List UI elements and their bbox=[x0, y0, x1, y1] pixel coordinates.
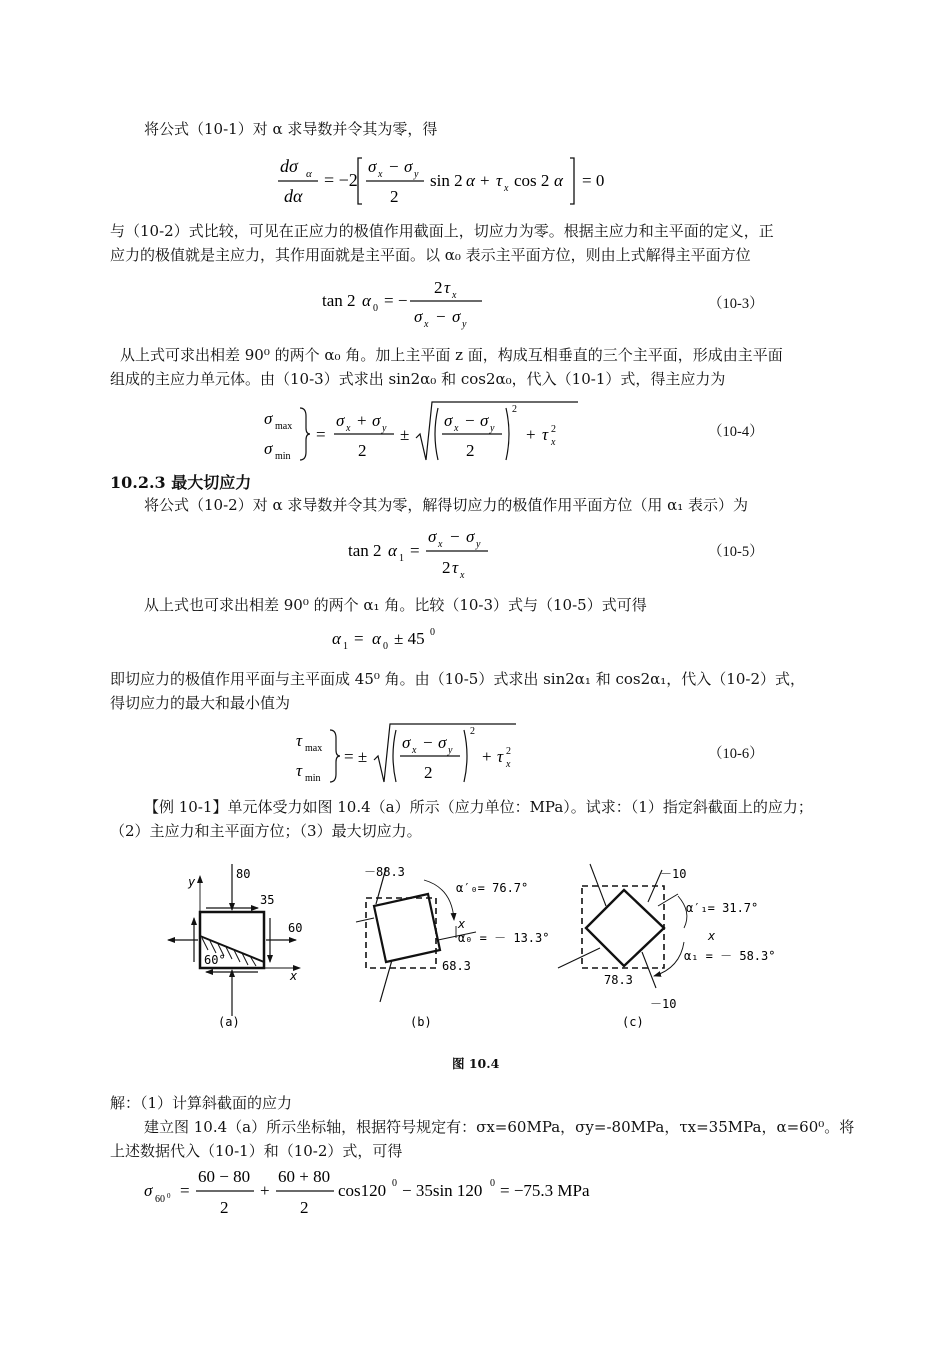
svg-text:+: + bbox=[482, 747, 492, 766]
svg-text:± 45: ± 45 bbox=[394, 629, 425, 648]
svg-text:0: 0 bbox=[430, 627, 435, 638]
svg-text:min: min bbox=[275, 451, 291, 462]
fig-b-label-bottom: 68.3 bbox=[442, 959, 471, 973]
svg-text:+: + bbox=[357, 411, 367, 430]
example-line-2: （2）主应力和主平面方位；（3）最大切应力。 bbox=[110, 822, 422, 840]
fig-a-angle-label: 60° bbox=[204, 953, 226, 967]
svg-text:σ: σ bbox=[336, 411, 345, 430]
svg-text:x: x bbox=[346, 423, 351, 434]
svg-text:2: 2 bbox=[434, 278, 443, 297]
fig-a-x-axis-label: x bbox=[290, 969, 298, 983]
svg-text:2: 2 bbox=[358, 441, 367, 460]
svg-text:τ: τ bbox=[296, 731, 303, 750]
equation-10-6 bbox=[292, 720, 522, 788]
svg-text:= −: = − bbox=[384, 291, 408, 310]
section-heading: 10.2.3 最大切应力 bbox=[110, 473, 252, 492]
svg-text:2: 2 bbox=[300, 1198, 309, 1217]
fig-c-label-left: 78.3 bbox=[604, 973, 633, 987]
svg-text:= −2: = −2 bbox=[324, 170, 358, 190]
svg-text:y: y bbox=[448, 745, 453, 756]
para-shear-plane-1: 即切应力的极值作用平面与主平面成 45⁰ 角。由（10-5）式求出 sin2α₁ 和 cos2α₁，代入（10-2）式， bbox=[110, 670, 805, 688]
svg-text:0: 0 bbox=[383, 641, 388, 652]
svg-text:tan 2: tan 2 bbox=[348, 541, 382, 560]
svg-text:0: 0 bbox=[490, 1178, 495, 1189]
eq-number-10-5: （10-5） bbox=[708, 544, 764, 560]
svg-text:y: y bbox=[382, 423, 387, 434]
fig-c-x-axis-label: x bbox=[708, 929, 716, 943]
svg-text:− 35sin 120: − 35sin 120 bbox=[402, 1181, 483, 1200]
svg-text:2: 2 bbox=[551, 424, 556, 435]
svg-text:y: y bbox=[490, 423, 495, 434]
svg-text:σ: σ bbox=[444, 411, 453, 430]
svg-text:α: α bbox=[388, 541, 397, 560]
svg-text:+: + bbox=[480, 171, 490, 190]
svg-text:2: 2 bbox=[512, 404, 517, 415]
example-line-1: 【例 10-1】单元体受力如图 10.4（a）所示（应力单位：MPa）。试求：（1）指定斜截面上的应力； bbox=[144, 798, 813, 816]
svg-text:τ: τ bbox=[452, 558, 459, 577]
svg-text:τ: τ bbox=[542, 425, 549, 444]
equation-dsigma-dalpha bbox=[270, 150, 630, 210]
svg-text:dα: dα bbox=[284, 186, 303, 206]
svg-text:dσ: dσ bbox=[280, 156, 298, 176]
svg-text:=: = bbox=[354, 629, 364, 648]
svg-text:max: max bbox=[275, 421, 293, 432]
eq-number-10-4: （10-4） bbox=[708, 424, 764, 440]
fig-c-caption: (c) bbox=[622, 1015, 644, 1029]
figure-a bbox=[168, 864, 302, 1029]
svg-text:= ±: = ± bbox=[344, 747, 368, 766]
svg-text:=: = bbox=[316, 425, 326, 444]
svg-text:y: y bbox=[462, 319, 467, 330]
fig-a-label-80: 80 bbox=[236, 867, 251, 881]
para-alpha1: 从上式也可求出相差 90⁰ 的两个 α₁ 角。比较（10-3）式与（10-5）式可得 bbox=[144, 596, 647, 614]
svg-text:x: x bbox=[504, 183, 509, 194]
svg-text:σ: σ bbox=[428, 527, 437, 546]
equation-alpha1-alpha0 bbox=[330, 624, 470, 654]
solution-setup-2: 上述数据代入（10-1）和（10-2）式，可得 bbox=[110, 1142, 403, 1160]
svg-text:y: y bbox=[414, 169, 419, 180]
para-compare-2: 应力的极值就是主应力，其作用面就是主平面。以 α₀ 表示主平面方位，则由上式解得主平面方位 bbox=[110, 246, 751, 264]
svg-text:τ: τ bbox=[296, 761, 303, 780]
svg-text:1: 1 bbox=[399, 553, 404, 564]
svg-text:x: x bbox=[438, 539, 443, 550]
svg-text:1: 1 bbox=[343, 641, 348, 652]
svg-text:σ: σ bbox=[480, 411, 489, 430]
fig-b-caption: (b) bbox=[410, 1015, 432, 1029]
eq-number-10-3: （10-3） bbox=[708, 296, 764, 312]
svg-text:0: 0 bbox=[392, 1178, 397, 1189]
para-compare-1: 与（10-2）式比较，可见在正应力的极值作用截面上，切应力为零。根据主应力和主平面的定义，正 bbox=[110, 222, 774, 240]
solution-step-1: 解：（1）计算斜截面的应力 bbox=[110, 1094, 293, 1112]
fig-a-label-60: 60 bbox=[288, 921, 303, 935]
svg-text:y: y bbox=[476, 539, 481, 550]
svg-text:2: 2 bbox=[470, 726, 475, 737]
svg-text:σ: σ bbox=[372, 411, 381, 430]
para-principal-2: 组成的主应力单元体。由（10-3）式求出 sin2α₀ 和 cos2α₀，代入（10-1）式，得主应力为 bbox=[110, 370, 726, 388]
svg-text:cos120: cos120 bbox=[338, 1181, 387, 1200]
equation-10-4 bbox=[260, 398, 580, 466]
svg-text:min: min bbox=[305, 773, 321, 784]
svg-text:x: x bbox=[412, 745, 417, 756]
svg-text:60 − 80: 60 − 80 bbox=[198, 1167, 251, 1186]
svg-text:=: = bbox=[410, 541, 420, 560]
svg-text:τ: τ bbox=[444, 278, 451, 297]
svg-text:2: 2 bbox=[390, 187, 399, 206]
svg-text:σ: σ bbox=[402, 733, 411, 752]
svg-text:α: α bbox=[466, 171, 475, 190]
para-shear-intro: 将公式（10-2）对 α 求导数并令其为零，解得切应力的极值作用平面方位（用 α₁ 表示）为 bbox=[144, 496, 749, 514]
svg-text:60 + 80: 60 + 80 bbox=[278, 1167, 331, 1186]
svg-text:σ: σ bbox=[368, 157, 377, 176]
svg-text:x: x bbox=[424, 319, 429, 330]
svg-text:0: 0 bbox=[373, 303, 378, 314]
svg-text:α: α bbox=[372, 629, 381, 648]
svg-text:x: x bbox=[551, 437, 556, 448]
svg-text:α: α bbox=[554, 171, 563, 190]
svg-text:σ: σ bbox=[414, 307, 423, 326]
para-shear-plane-2: 得切应力的最大和最小值为 bbox=[110, 694, 291, 712]
svg-text:τ: τ bbox=[497, 747, 504, 766]
equation-10-5 bbox=[344, 524, 504, 580]
svg-text:= 0: = 0 bbox=[582, 171, 605, 190]
fig-b-x-axis-label: x bbox=[458, 917, 466, 931]
svg-text:60: 60 bbox=[155, 1194, 165, 1205]
svg-text:±: ± bbox=[400, 425, 410, 444]
equation-10-3 bbox=[318, 276, 518, 332]
svg-text:σ: σ bbox=[438, 733, 447, 752]
fig-a-label-35: 35 bbox=[260, 893, 275, 907]
figure-c bbox=[558, 864, 775, 1029]
svg-text:+: + bbox=[526, 425, 536, 444]
fig-b-label-top: －88.3 bbox=[364, 865, 405, 879]
svg-text:α: α bbox=[332, 629, 341, 648]
svg-text:x: x bbox=[460, 570, 465, 580]
svg-text:−: − bbox=[465, 411, 475, 430]
svg-text:σ: σ bbox=[404, 157, 413, 176]
svg-text:σ: σ bbox=[144, 1181, 153, 1200]
svg-text:−: − bbox=[450, 527, 460, 546]
svg-text:tan 2: tan 2 bbox=[322, 291, 356, 310]
svg-text:σ: σ bbox=[264, 439, 273, 458]
fig-c-label-top: －10 bbox=[660, 867, 687, 881]
svg-text:x: x bbox=[378, 169, 383, 180]
svg-text:2: 2 bbox=[466, 441, 475, 460]
svg-text:cos 2: cos 2 bbox=[514, 171, 550, 190]
svg-text:σ: σ bbox=[452, 307, 461, 326]
para-derivative-intro: 将公式（10-1）对 α 求导数并令其为零，得 bbox=[144, 120, 438, 138]
fig-c-label-bottom: －10 bbox=[650, 997, 677, 1011]
svg-text:x: x bbox=[452, 290, 457, 301]
fig-a-caption: (a) bbox=[218, 1015, 240, 1029]
svg-text:τ: τ bbox=[496, 171, 503, 190]
svg-text:x: x bbox=[506, 759, 511, 770]
svg-text:x: x bbox=[454, 423, 459, 434]
fig-c-alpha1: α₁ = － 58.3° bbox=[684, 949, 776, 963]
figure-caption: 图 10.4 bbox=[452, 1056, 500, 1071]
svg-text:α: α bbox=[306, 168, 312, 180]
fig-c-alpha1-prime: α′₁= 31.7° bbox=[686, 901, 759, 915]
solution-setup-1: 建立图 10.4（a）所示坐标轴，根据符号规定有：σx=60MPa，σy=-80MPa，τx=35MPa，α=60⁰。将 bbox=[144, 1118, 855, 1136]
svg-text:2: 2 bbox=[220, 1198, 229, 1217]
svg-text:−: − bbox=[389, 157, 399, 176]
fig-b-alpha0: α₀ = － 13.3° bbox=[458, 931, 550, 945]
svg-text:2: 2 bbox=[424, 763, 433, 782]
svg-text:σ: σ bbox=[466, 527, 475, 546]
eq-number-10-6: （10-6） bbox=[708, 746, 764, 762]
equation-sigma-60 bbox=[140, 1164, 620, 1220]
svg-text:−: − bbox=[436, 307, 446, 326]
svg-text:2: 2 bbox=[442, 558, 451, 577]
figure-b bbox=[356, 865, 549, 1029]
fig-a-y-axis-label: y bbox=[188, 875, 196, 889]
svg-text:α: α bbox=[362, 291, 371, 310]
svg-text:−: − bbox=[423, 733, 433, 752]
svg-text:0: 0 bbox=[167, 1192, 171, 1200]
svg-text:σ: σ bbox=[264, 409, 273, 428]
para-principal-1: 从上式可求出相差 90⁰ 的两个 α₀ 角。加上主平面 z 面，构成互相垂直的三个主平面，形成由主平面 bbox=[120, 346, 783, 364]
fig-b-alpha0-prime: α′₀= 76.7° bbox=[456, 881, 529, 895]
svg-text:max: max bbox=[305, 743, 323, 754]
svg-text:sin 2: sin 2 bbox=[430, 171, 463, 190]
svg-text:2: 2 bbox=[506, 746, 511, 757]
svg-text:= −75.3 MPa: = −75.3 MPa bbox=[500, 1181, 590, 1200]
svg-text:+: + bbox=[260, 1181, 270, 1200]
svg-text:=: = bbox=[180, 1181, 190, 1200]
figure-10-4 bbox=[160, 856, 820, 1036]
